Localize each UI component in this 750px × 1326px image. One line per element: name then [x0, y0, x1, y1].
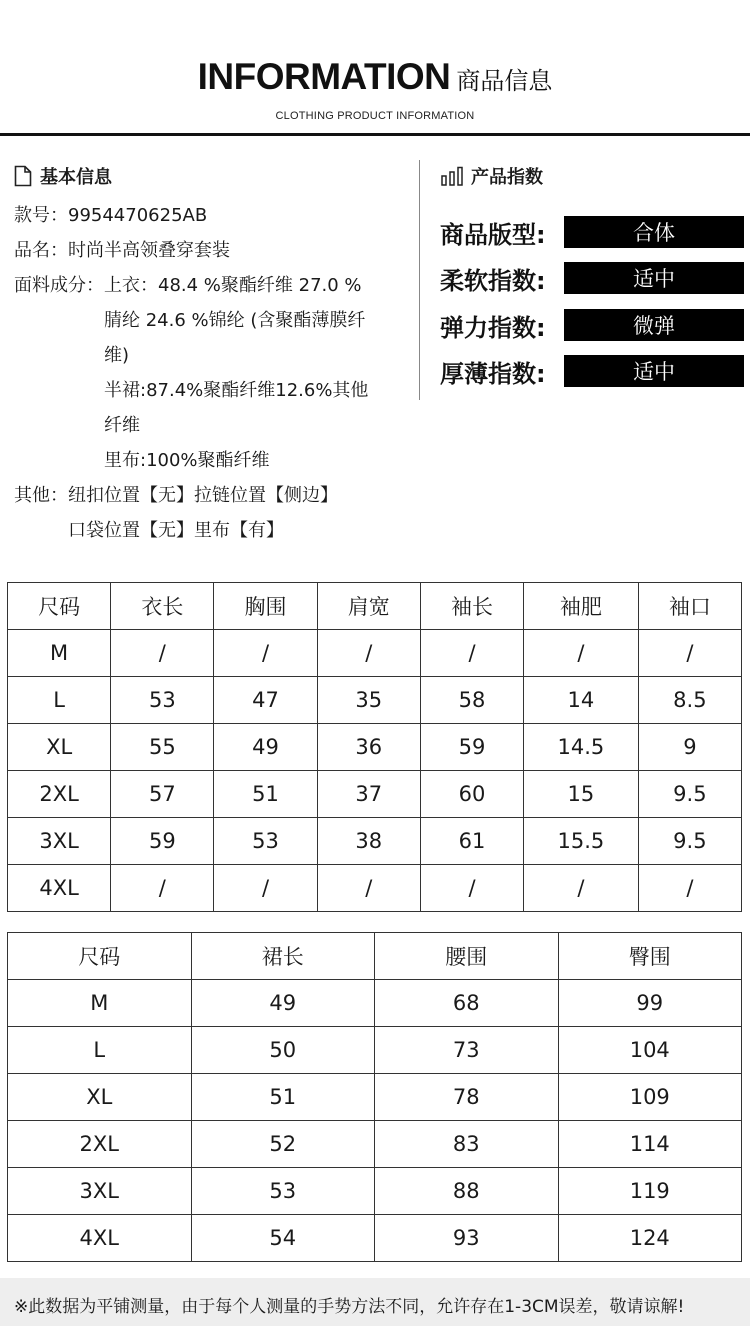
table-row [8, 818, 742, 865]
table-cell: 119 [558, 1168, 742, 1215]
table-row [8, 771, 742, 818]
table-cell: 53 [111, 677, 214, 724]
table-cell: / [317, 630, 420, 677]
table-cell: 88 [375, 1168, 559, 1215]
basic-info-heading [14, 163, 112, 189]
basic-info-title: 基本信息 [40, 167, 112, 188]
table-cell: 9 [638, 724, 741, 771]
table-cell: 104 [558, 1027, 742, 1074]
table-cell: 109 [558, 1074, 742, 1121]
table-header-cell: 胸围 [214, 583, 317, 630]
table-cell: 9.5 [638, 771, 741, 818]
table-cell: 61 [420, 818, 523, 865]
index-label: 柔软指数: [440, 266, 546, 295]
index-row-fit [440, 216, 745, 248]
fabric-line: 纤维 [104, 415, 140, 436]
table-cell: 57 [111, 771, 214, 818]
footer-note-bar [0, 1278, 750, 1326]
table-header-cell: 袖长 [420, 583, 523, 630]
table-cell: 68 [375, 980, 559, 1027]
other-row [14, 478, 414, 548]
index-value-badge: 微弹 [564, 309, 744, 341]
table-row [8, 980, 742, 1027]
index-row-elasticity [440, 309, 745, 341]
table-row [8, 724, 742, 771]
table-header-row [8, 583, 742, 630]
table-cell: 35 [317, 677, 420, 724]
table-cell: 114 [558, 1121, 742, 1168]
table-header-cell: 臀围 [558, 933, 742, 980]
table-cell: / [214, 865, 317, 912]
name-value: 时尚半高领叠穿套装 [68, 240, 230, 261]
fabric-values [104, 268, 368, 478]
table-cell: 55 [111, 724, 214, 771]
other-label: 其他： [14, 485, 68, 506]
table-cell: L [8, 677, 111, 724]
table-header-cell: 尺码 [8, 933, 192, 980]
table-cell: 99 [558, 980, 742, 1027]
style-no-row [14, 198, 414, 233]
name-row [14, 233, 414, 268]
table-cell: XL [8, 1074, 192, 1121]
table-header-cell: 袖口 [638, 583, 741, 630]
table-header-cell: 衣长 [111, 583, 214, 630]
fabric-line: 维) [104, 345, 130, 366]
table-cell: 78 [375, 1074, 559, 1121]
table-cell: 38 [317, 818, 420, 865]
table-cell: 51 [214, 771, 317, 818]
table-cell: 52 [191, 1121, 375, 1168]
table-cell: M [8, 980, 192, 1027]
table-cell: 93 [375, 1215, 559, 1262]
table-header-cell: 裙长 [191, 933, 375, 980]
table-cell: 49 [191, 980, 375, 1027]
fabric-line: 腈纶 24.6 %锦纶 (含聚酯薄膜纤 [104, 310, 366, 331]
table-cell: 9.5 [638, 818, 741, 865]
table-row [8, 1121, 742, 1168]
table-cell: 4XL [8, 865, 111, 912]
table-row [8, 630, 742, 677]
table-row [8, 1027, 742, 1074]
header-title-line [0, 56, 750, 98]
other-line: 口袋位置【无】里布【有】 [68, 520, 284, 541]
index-row-thickness [440, 355, 745, 387]
table-cell: 36 [317, 724, 420, 771]
table-cell: 3XL [8, 1168, 192, 1215]
document-icon [14, 165, 32, 187]
style-no-label: 款号： [14, 205, 68, 226]
index-value-badge: 合体 [564, 216, 744, 248]
table-cell: / [111, 865, 214, 912]
fabric-line: 里布:100%聚酯纤维 [104, 450, 270, 471]
table-cell: 58 [420, 677, 523, 724]
name-label: 品名： [14, 240, 68, 261]
section-divider [419, 160, 420, 400]
index-label: 厚薄指数: [440, 359, 546, 388]
table-cell: M [8, 630, 111, 677]
fabric-label: 面料成分： [14, 275, 104, 296]
fabric-line: 上衣：48.4 %聚酯纤维 27.0 % [104, 275, 362, 296]
table-cell: 37 [317, 771, 420, 818]
table-cell: 2XL [8, 771, 111, 818]
table-cell: 124 [558, 1215, 742, 1262]
table-cell: 15 [524, 771, 639, 818]
index-value-badge: 适中 [564, 355, 744, 387]
basic-info-list [14, 198, 414, 548]
table-cell: 59 [420, 724, 523, 771]
table-header-row [8, 933, 742, 980]
table-cell: 59 [111, 818, 214, 865]
title-cn: 商品信息 [456, 67, 553, 95]
table-cell: 4XL [8, 1215, 192, 1262]
table-cell: 54 [191, 1215, 375, 1262]
header-divider [0, 133, 750, 136]
table-row [8, 1074, 742, 1121]
bar-chart-icon [441, 166, 463, 186]
table-cell: 3XL [8, 818, 111, 865]
table-cell: / [317, 865, 420, 912]
table-row [8, 677, 742, 724]
table-cell: 53 [214, 818, 317, 865]
table-cell: XL [8, 724, 111, 771]
index-value-badge: 适中 [564, 262, 744, 294]
other-line: 纽扣位置【无】拉链位置【侧边】 [68, 485, 338, 506]
table-cell: 73 [375, 1027, 559, 1074]
table-row [8, 1168, 742, 1215]
table-cell: 14 [524, 677, 639, 724]
product-index-heading [441, 163, 543, 189]
top-size-table [7, 582, 742, 912]
table-cell: 47 [214, 677, 317, 724]
title-en: INFORMATION [197, 56, 451, 97]
table-header-cell: 肩宽 [317, 583, 420, 630]
index-row-softness [440, 262, 745, 294]
table-cell: / [638, 865, 741, 912]
header-subtitle: CLOTHING PRODUCT INFORMATION [275, 110, 475, 122]
table-row [8, 865, 742, 912]
table-cell: / [214, 630, 317, 677]
table-cell: / [420, 630, 523, 677]
table-cell: / [524, 865, 639, 912]
fabric-line: 半裙:87.4%聚酯纤维12.6%其他 [104, 380, 369, 401]
table-cell: 60 [420, 771, 523, 818]
table-row [8, 1215, 742, 1262]
table-cell: 14.5 [524, 724, 639, 771]
table-cell: 2XL [8, 1121, 192, 1168]
table-cell: / [111, 630, 214, 677]
table-header-cell: 腰围 [375, 933, 559, 980]
other-values [68, 478, 338, 548]
table-cell: 49 [214, 724, 317, 771]
product-index-title: 产品指数 [471, 167, 543, 188]
table-cell: 50 [191, 1027, 375, 1074]
table-cell: 8.5 [638, 677, 741, 724]
table-header-cell: 尺码 [8, 583, 111, 630]
table-header-cell: 袖肥 [524, 583, 639, 630]
index-label: 商品版型: [440, 220, 546, 249]
style-no-value: 9954470625AB [68, 205, 208, 226]
table-cell: 83 [375, 1121, 559, 1168]
table-cell: / [420, 865, 523, 912]
footer-note: ※此数据为平铺测量，由于每个人测量的手势方法不同，允许存在1-3CM误差，敬请谅解! [14, 1297, 685, 1317]
table-cell: / [638, 630, 741, 677]
table-cell: 15.5 [524, 818, 639, 865]
table-cell: / [524, 630, 639, 677]
page-header [0, 56, 750, 98]
index-label: 弹力指数: [440, 313, 546, 342]
table-cell: 53 [191, 1168, 375, 1215]
table-cell: L [8, 1027, 192, 1074]
table-cell: 51 [191, 1074, 375, 1121]
skirt-size-table [7, 932, 742, 1262]
fabric-row [14, 268, 414, 478]
